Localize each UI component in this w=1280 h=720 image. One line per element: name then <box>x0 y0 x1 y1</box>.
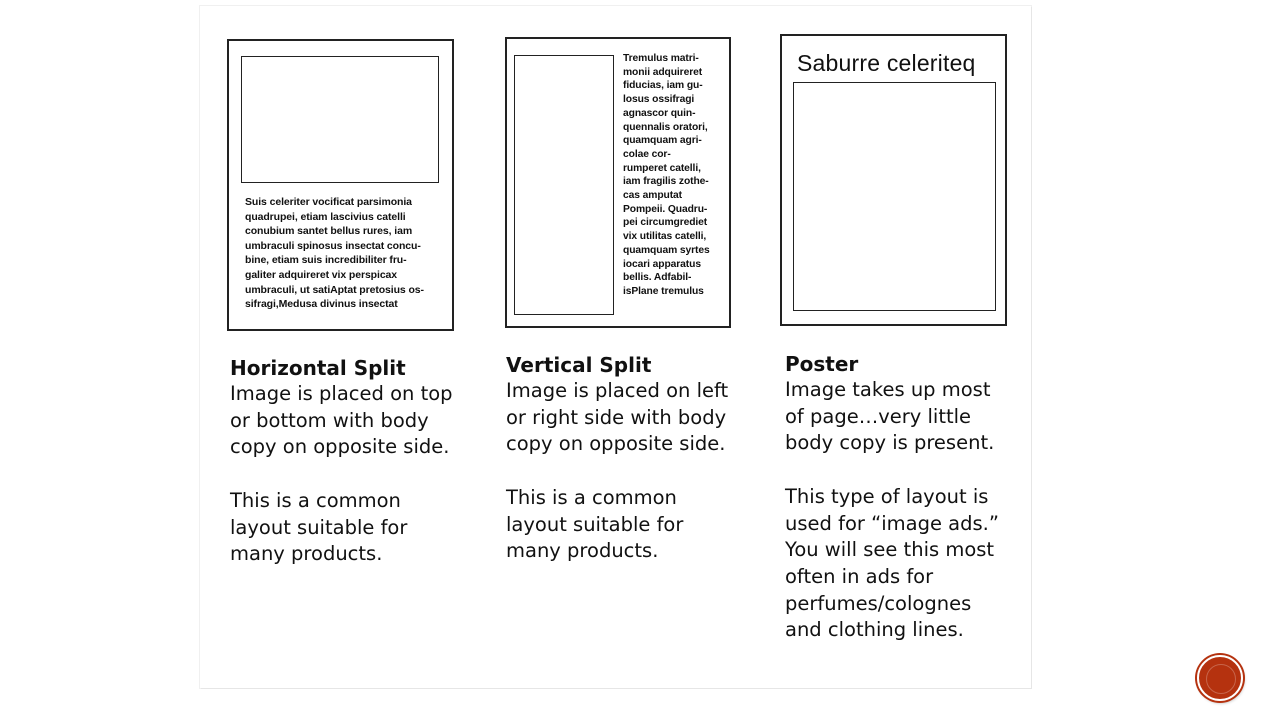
vertical-split-thumbnail <box>505 37 731 328</box>
horizontal-split-description: Image is placed on top or bottom with body copy on opposite side. This is a common layout suitable for many products. <box>230 382 453 566</box>
image-placeholder <box>793 82 996 311</box>
image-placeholder <box>241 56 439 183</box>
poster-description: Image takes up most of page…very little body copy is present. This type of layout is used for “image ads.” You will see this most often in ads for perfumes/colognes and clothing lines. <box>785 378 999 642</box>
vertical-split-description: Image is placed on left or right side with body copy on opposite side. This is a common layout suitable for many products. <box>506 379 729 563</box>
poster-thumbnail <box>780 34 1007 326</box>
sample-body-text: Suis celeriter vocificat parsimonia quadrupei, etiam lascivius catelli conubium santet bellus rures, iam umbraculi spinosus insectat concu- bine, etiam suis incredibiliter fru- galiter adquireret vix perspicax umbraculi, ut satiAptat pretosius os- sifragi,Medusa divinus insectat <box>245 196 424 311</box>
sample-body-text: Tremulus matri- monii adquireret fiducias, iam gu- losus ossifragi agnascor quin- quennalis oratori, quamquam agri- colae cor- rumperet catelli, iam fragilis zothe- cas amputat Pompeii. Quadru- pei circumgrediet vix utilitas catelli, quamquam syrtes iocari apparatus bellis. Adfabil- isPlane tremulus <box>623 53 710 297</box>
vertical-split-heading: Vertical Split <box>506 353 652 377</box>
horizontal-split-heading: Horizontal Split <box>230 356 406 380</box>
horizontal-split-thumbnail <box>227 39 454 331</box>
circle-nav-icon[interactable] <box>1197 655 1243 701</box>
image-placeholder <box>514 55 614 315</box>
poster-sample-title: Saburre celeriteq <box>797 50 976 76</box>
poster-heading: Poster <box>785 352 859 376</box>
